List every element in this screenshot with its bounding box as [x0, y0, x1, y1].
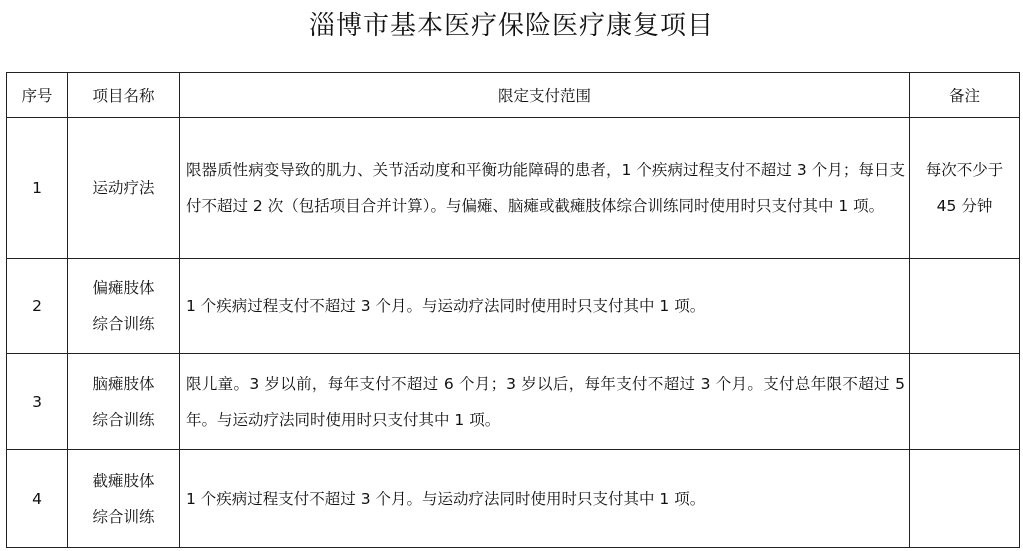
row-scope: 1 个疾病过程支付不超过 3 个月。与运动疗法同时使用时只支付其中 1 项。 [180, 259, 910, 354]
table-row [7, 259, 1020, 354]
row-item-name [68, 450, 180, 548]
row-num: 2 [7, 259, 68, 354]
row-num: 1 [7, 118, 68, 259]
row-note [910, 450, 1020, 548]
header-name: 项目名称 [68, 73, 180, 118]
table-row [7, 450, 1020, 548]
row-note [910, 118, 1020, 259]
row-item-name-line: 截瘫肢体 [92, 471, 155, 490]
row-item-name [68, 354, 180, 450]
header-scope: 限定支付范围 [180, 73, 910, 118]
header-note: 备注 [910, 73, 1020, 118]
row-num: 4 [7, 450, 68, 548]
table-row [7, 354, 1020, 450]
row-note [910, 354, 1020, 450]
row-item-name-line: 综合训练 [92, 410, 155, 429]
row-scope: 限儿童。3 岁以前，每年支付不超过 6 个月；3 岁以后，每年支付不超过 3 个月。支付总年限不超过 5 年。与运动疗法同时使用时只支付其中 1 项。 [180, 354, 910, 450]
row-item-name-line: 综合训练 [92, 315, 155, 333]
row-note-line: 每次不少于 [925, 161, 1004, 179]
row-item-name-line: 综合训练 [92, 507, 155, 526]
row-note-line: 45 分钟 [936, 197, 993, 215]
table-row [7, 118, 1020, 259]
row-num: 3 [7, 354, 68, 450]
row-item-name-line: 脑瘫肢体 [92, 374, 155, 393]
document-title: 淄博市基本医疗保险医疗康复项目 [308, 11, 714, 41]
rehab-items-table [6, 72, 1020, 548]
row-item-name [68, 259, 180, 354]
row-item-name-line: 偏瘫肢体 [92, 279, 155, 297]
header-num: 序号 [7, 73, 68, 118]
row-item-name: 运动疗法 [68, 118, 180, 259]
row-scope: 限器质性病变导致的肌力、关节活动度和平衡功能障碍的患者，1 个疾病过程支付不超过 3 个月；每日支付不超过 2 次（包括项目合并计算）。与偏瘫、脑瘫或截瘫肢体综合训练同时使用时只支付其中 1 项。 [180, 118, 910, 259]
table-header-row [7, 73, 1020, 118]
row-note [910, 259, 1020, 354]
row-scope: 1 个疾病过程支付不超过 3 个月。与运动疗法同时使用时只支付其中 1 项。 [180, 450, 910, 548]
